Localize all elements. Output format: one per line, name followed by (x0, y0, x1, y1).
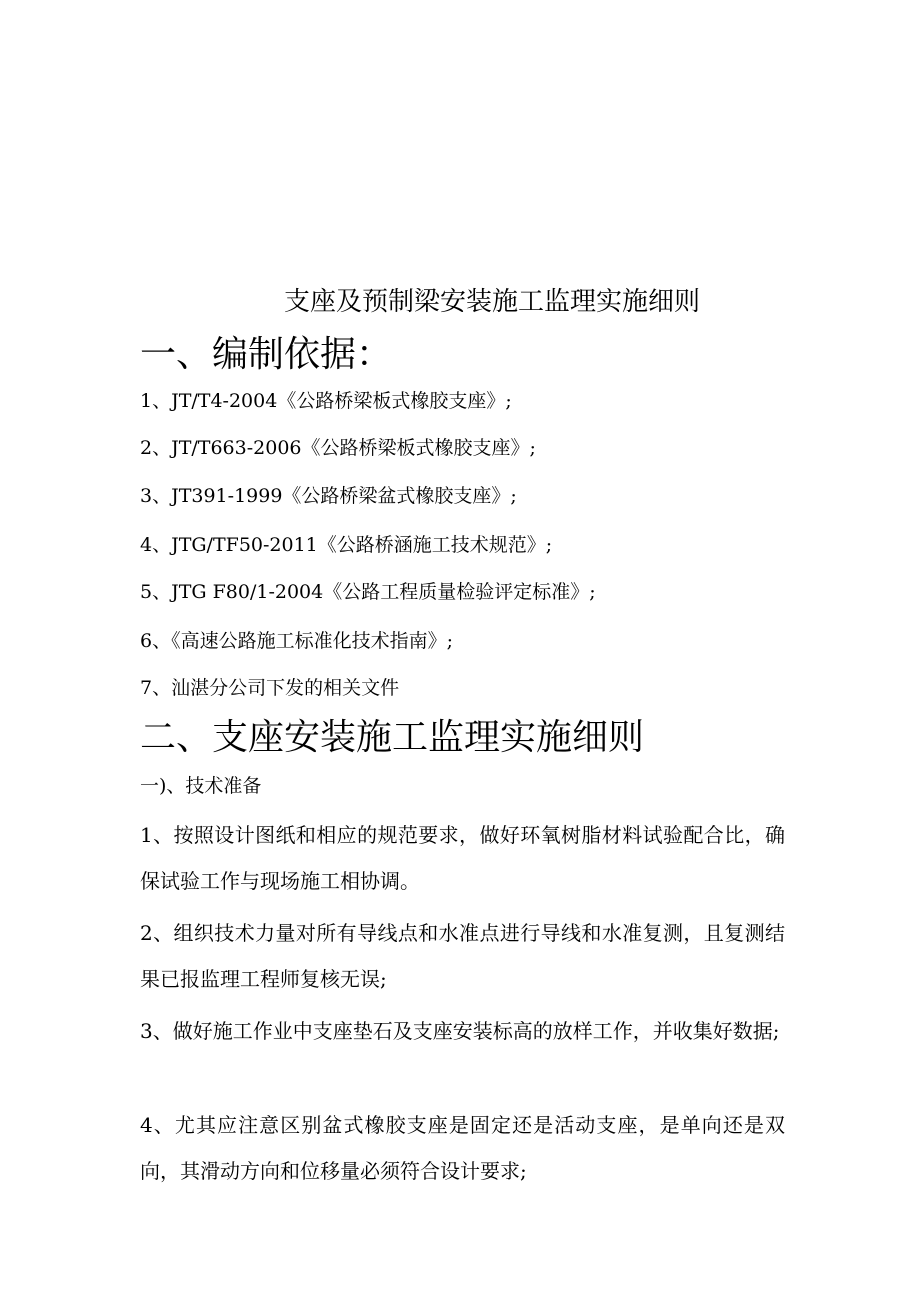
reference-item-5: 5、JTG F80/1-2004《公路工程质量检验评定标准》; (140, 581, 596, 603)
prep-paragraph-3: 3、做好施工作业中支座垫石及支座安装标高的放样工作，并收集好数据; (140, 1019, 780, 1043)
reference-item-2: 2、JT/T663-2006《公路桥梁板式橡胶支座》; (140, 437, 536, 459)
prep-paragraph-2: 2、组织技术力量对所有导线点和水准点进行导线和水准复测，且复测结果已报监理工程师复核无误; (140, 921, 785, 991)
reference-item-7: 7、汕湛分公司下发的相关文件 (140, 677, 400, 699)
document-title: 支座及预制梁安装施工监理实施细则 (284, 287, 701, 317)
section-2-heading: 二、支座安装施工监理实施细则 (140, 717, 645, 758)
reference-item-1: 1、JT/T4-2004《公路桥梁板式橡胶支座》; (140, 390, 512, 412)
reference-item-4: 4、JTG/TF50-2011《公路桥涵施工技术规范》; (140, 534, 553, 556)
prep-paragraph-1: 1、按照设计图纸和相应的规范要求，做好环氧树脂材料试验配合比，确保试验工作与现场施工相协调。 (140, 823, 785, 893)
section-1-heading: 一、编制依据： (140, 334, 393, 375)
reference-item-3: 3、JT391-1999《公路桥梁盆式橡胶支座》; (140, 485, 517, 507)
reference-item-6: 6、《高速公路施工标准化技术指南》; (140, 630, 453, 652)
prep-paragraph-4: 4、尤其应注意区别盆式橡胶支座是固定还是活动支座，是单向还是双向，其滑动方向和位移量必须符合设计要求; (140, 1113, 785, 1183)
section-2-subheading: 一)、技术准备 (140, 775, 262, 797)
